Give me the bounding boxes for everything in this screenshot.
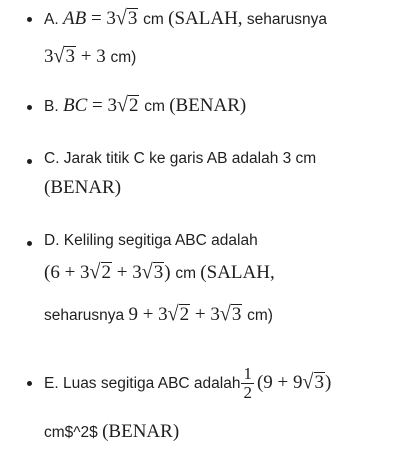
square-root: √3	[141, 260, 164, 284]
coefficient: 3	[132, 262, 142, 283]
plus-sign: +	[64, 262, 76, 283]
unit: cm)	[247, 307, 273, 324]
square-root: √2	[89, 260, 112, 284]
coefficient: 3	[106, 8, 116, 29]
unit: cm)	[110, 49, 137, 66]
square-root: √2	[116, 93, 139, 117]
unit: cm	[143, 11, 164, 28]
item-e-line-1	[44, 361, 331, 405]
coefficient: 3	[80, 262, 90, 283]
math-expression	[63, 8, 143, 29]
correction-note: seharusnya	[246, 11, 327, 28]
plus-sign: +	[116, 262, 128, 283]
item-d-line-3	[44, 304, 273, 326]
coefficient: 3	[158, 304, 168, 325]
close-paren: )	[164, 262, 171, 283]
radicand: 3	[65, 46, 75, 67]
status-text: (BENAR)	[169, 95, 247, 116]
math-expression	[44, 262, 175, 283]
item-c-line-1	[44, 149, 316, 169]
coefficient: 3	[107, 95, 117, 116]
equals-sign: =	[90, 8, 102, 29]
radicand: 3	[314, 372, 324, 393]
status-text: (BENAR)	[44, 177, 122, 198]
coefficient: 3	[44, 46, 54, 67]
bullet	[27, 241, 32, 246]
unit: cm$^2$	[44, 424, 98, 441]
square-root: √3	[219, 302, 242, 326]
square-root: √3	[53, 44, 75, 68]
constant: 9	[128, 304, 138, 325]
item-d-line-1	[44, 231, 258, 251]
radicand: 3	[231, 304, 242, 325]
bullet	[27, 381, 32, 386]
coefficient: 3	[210, 304, 220, 325]
segment-name: BC	[62, 95, 88, 116]
square-root: √3	[302, 370, 324, 394]
plus-sign: +	[277, 372, 289, 393]
fraction-denominator: 2	[243, 383, 252, 403]
radicand: 3	[153, 262, 164, 283]
radicand: 3	[127, 8, 138, 29]
item-text: D. Keliling segitiga ABC adalah	[44, 232, 258, 249]
square-root: √3	[115, 6, 138, 30]
status-text: (SALAH,	[200, 262, 275, 283]
square-root: √2	[167, 302, 190, 326]
math-expression	[257, 372, 331, 393]
math-expression	[44, 46, 110, 67]
option-label: A.	[44, 11, 59, 28]
equals-sign: =	[92, 95, 103, 116]
bullet	[27, 17, 32, 22]
item-e-line-2	[44, 422, 179, 443]
segment-name: AB	[62, 8, 87, 29]
item-a-line-2	[44, 46, 136, 68]
plus-sign: +	[194, 304, 206, 325]
radicand: 2	[128, 95, 139, 116]
plus-sign: +	[142, 304, 154, 325]
open-paren-term: (9	[256, 372, 273, 393]
unit: cm	[144, 98, 165, 115]
item-d-line-2	[44, 262, 275, 284]
bullet	[27, 159, 32, 164]
item-c-line-2	[44, 178, 121, 199]
open-paren-term: (6	[44, 262, 60, 283]
constant: 3	[96, 46, 106, 67]
item-a-line-1	[44, 8, 327, 30]
plus-sign: +	[80, 46, 92, 67]
item-text: E. Luas segitiga ABC adalah	[44, 375, 241, 392]
coefficient: 9	[293, 372, 303, 393]
option-label: B.	[44, 98, 59, 115]
math-expression	[128, 304, 247, 325]
status-text: (BENAR)	[102, 421, 180, 442]
close-paren: )	[325, 372, 332, 393]
radicand: 2	[179, 304, 190, 325]
correction-note: seharusnya	[44, 307, 125, 324]
fraction-numerator: 1	[243, 364, 252, 384]
math-expression	[63, 95, 144, 116]
status-text: (SALAH,	[168, 8, 243, 29]
radicand: 2	[101, 262, 112, 283]
fraction	[241, 365, 254, 402]
item-text: C. Jarak titik C ke garis AB adalah 3 cm	[44, 150, 317, 167]
item-b-line-1	[44, 95, 246, 117]
bullet	[27, 105, 32, 110]
unit: cm	[175, 265, 196, 282]
